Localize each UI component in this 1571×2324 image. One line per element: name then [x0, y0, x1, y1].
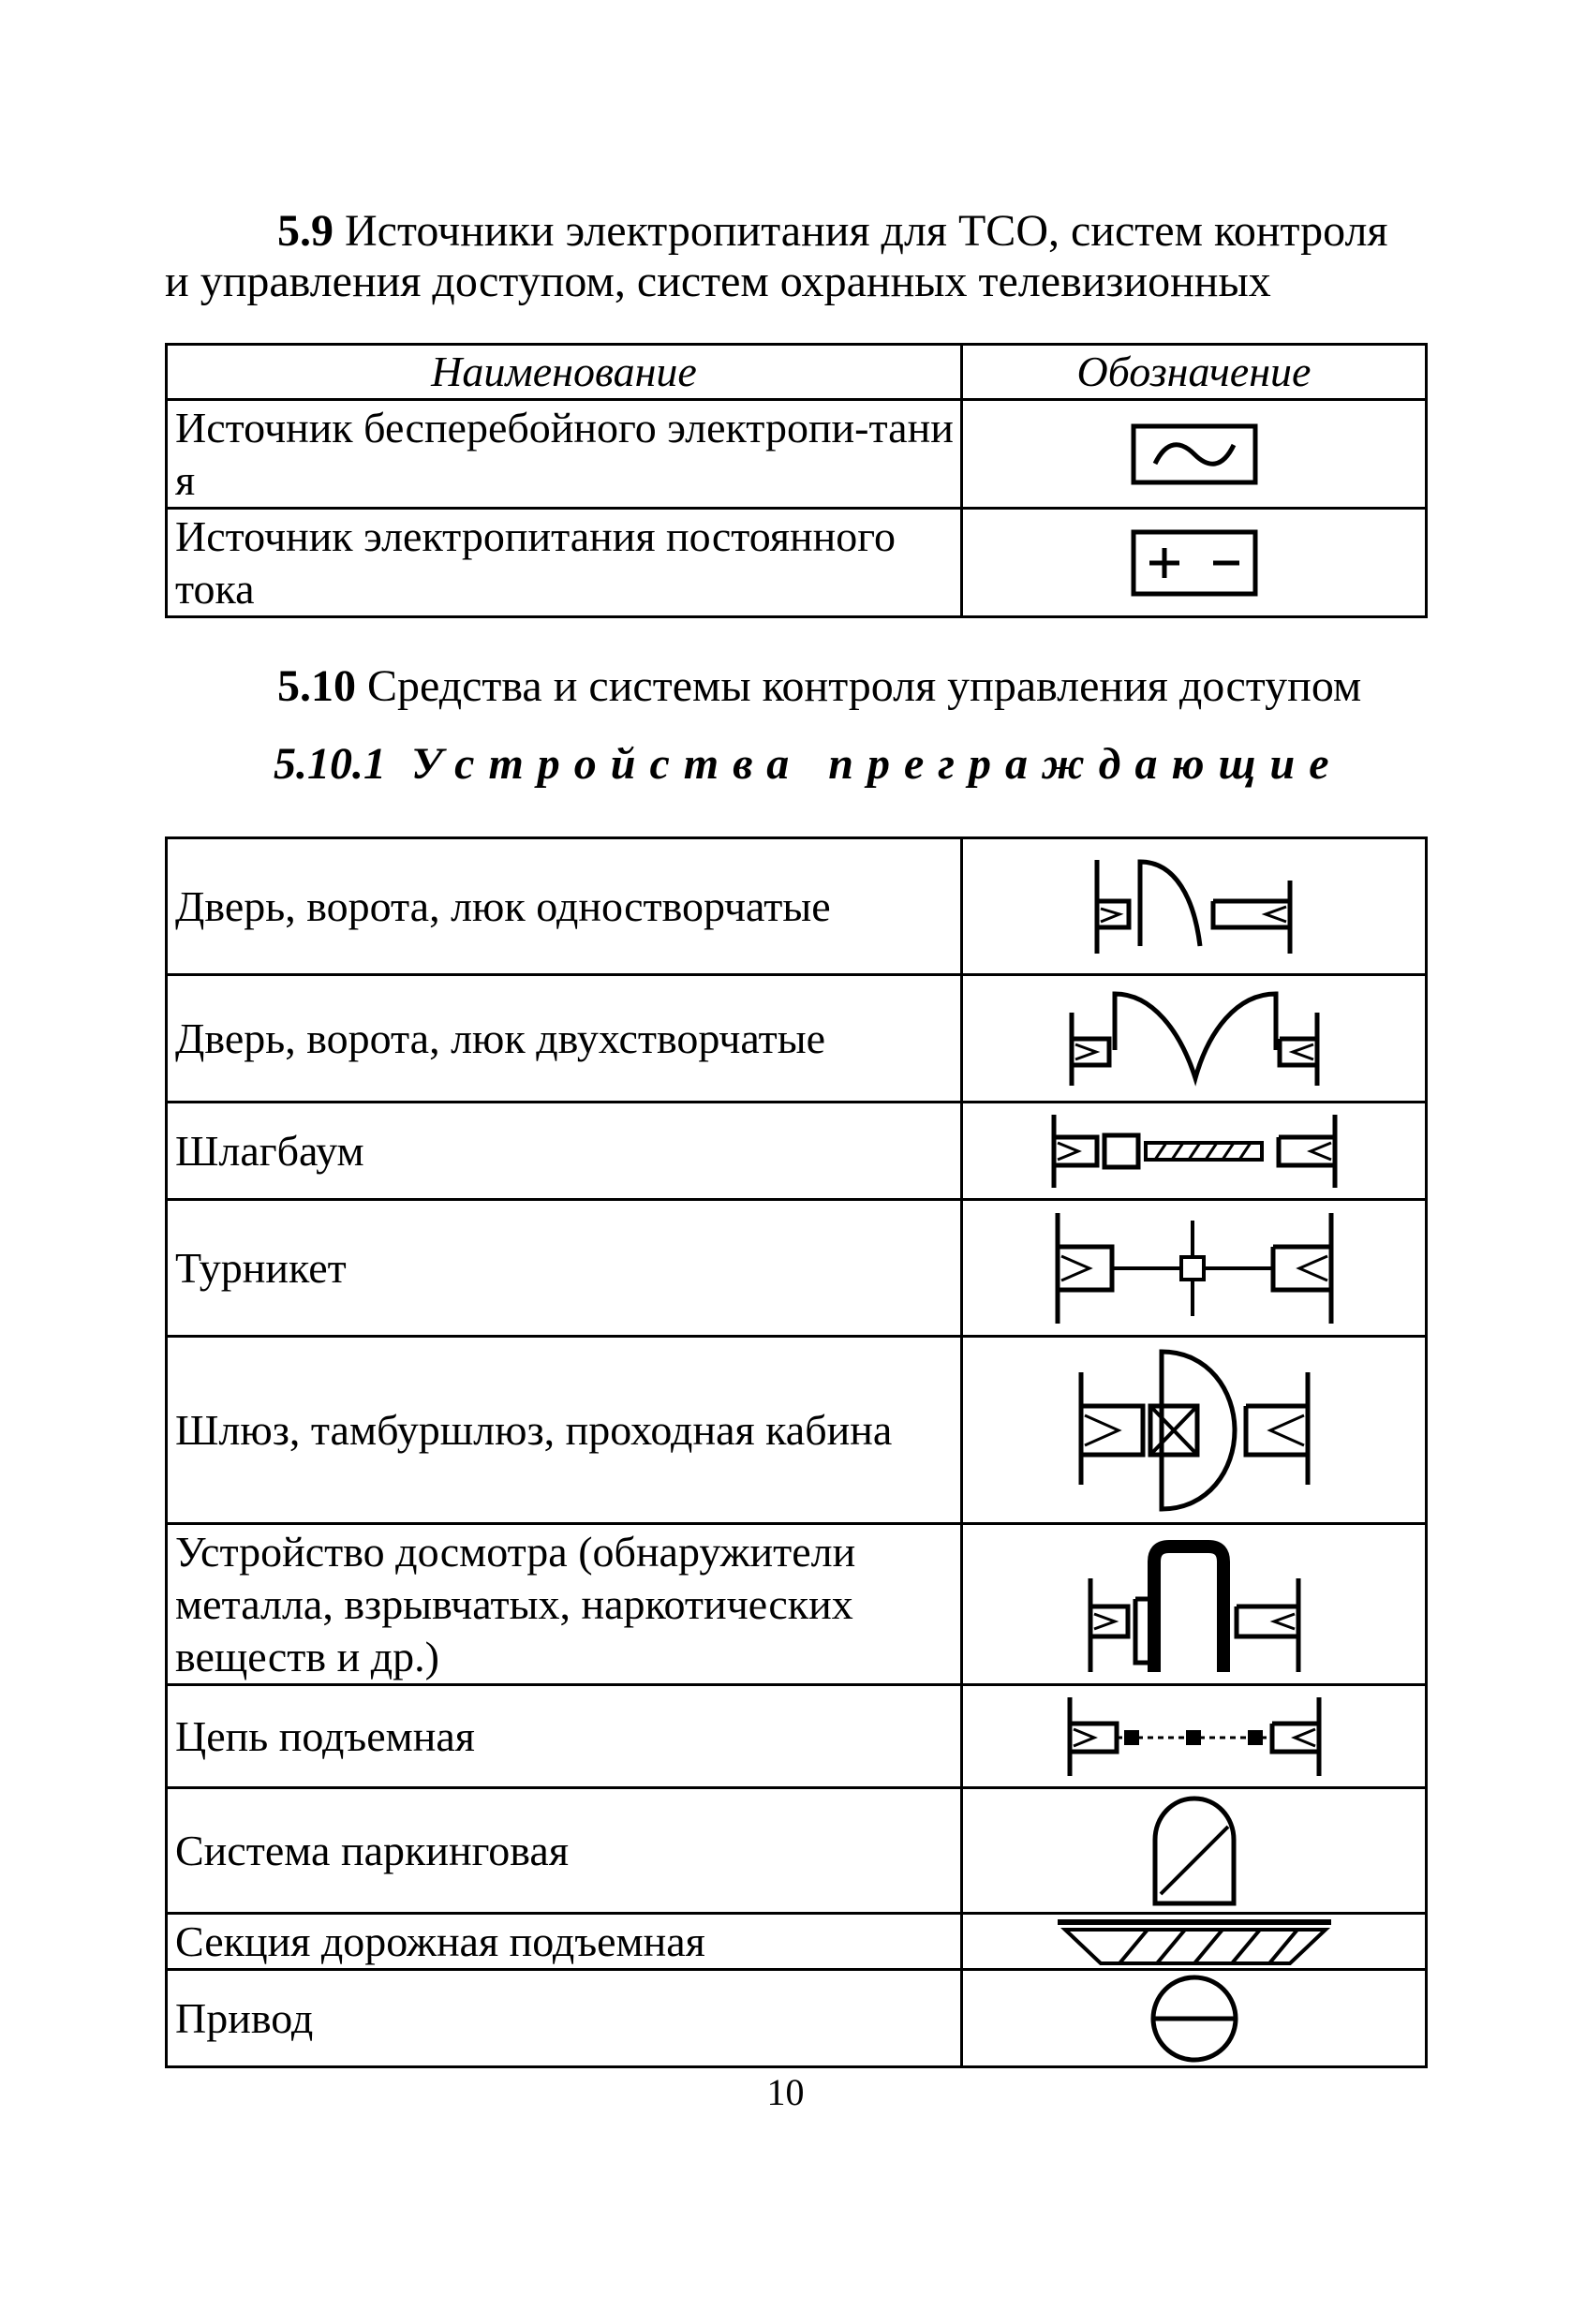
table-row — [167, 509, 1427, 617]
drive-symbol — [962, 1970, 1427, 2067]
table-header-row — [167, 345, 1427, 400]
airlock-symbol — [962, 1337, 1427, 1524]
table-row — [167, 1524, 1427, 1685]
section-5-10-heading — [277, 659, 1361, 714]
row-name: Источник электропитания постоянного тока — [167, 509, 962, 617]
section-5-9-number: 5.9 — [277, 206, 333, 256]
row-name: Источник бесперебойного электропи-тания — [167, 400, 962, 509]
power-sources-table — [165, 343, 1428, 618]
row-name: Цепь подъемная — [167, 1685, 962, 1788]
row-name: Устройство досмотра (обнаружители металла, взрывчатых, наркотических веществ и др.) — [167, 1524, 962, 1685]
dc-source-symbol — [962, 509, 1427, 617]
section-5-9-heading — [277, 204, 1387, 259]
table-row — [167, 1685, 1427, 1788]
table-row — [167, 400, 1427, 509]
row-name: Привод — [167, 1970, 962, 2067]
row-name: Секция дорожная подъемная — [167, 1914, 962, 1970]
section-5-9-line2: и управления доступом, систем охранных телевизионных — [165, 257, 1271, 306]
road-blocker-symbol — [962, 1914, 1427, 1970]
section-5-10-title: Средства и системы контроля управления доступом — [367, 661, 1362, 711]
parking-system-symbol — [962, 1788, 1427, 1914]
barrier-gate-symbol — [962, 1103, 1427, 1200]
header-symbol: Обозначение — [962, 345, 1427, 400]
table-row — [167, 1788, 1427, 1914]
row-name: Дверь, ворота, люк двухстворчатые — [167, 975, 962, 1103]
section-5-10-1-number: 5.10.1 — [274, 739, 386, 789]
row-name: Шлагбаум — [167, 1103, 962, 1200]
inspection-device-symbol — [962, 1524, 1427, 1685]
ups-symbol — [962, 400, 1427, 509]
single-leaf-door-symbol — [962, 838, 1427, 975]
table-row — [167, 1914, 1427, 1970]
section-5-10-1-heading — [274, 738, 1343, 790]
table-row — [167, 838, 1427, 975]
row-name: Турникет — [167, 1200, 962, 1337]
lifting-chain-symbol — [962, 1685, 1427, 1788]
row-name: Система паркинговая — [167, 1788, 962, 1914]
section-5-10-number: 5.10 — [277, 661, 356, 711]
section-5-9-line1: Источники электропитания для ТСО, систем контроля — [345, 206, 1388, 256]
row-name: Дверь, ворота, люк одностворчатые — [167, 838, 962, 975]
table-row — [167, 975, 1427, 1103]
table-row — [167, 1103, 1427, 1200]
row-name: Шлюз, тамбуршлюз, проходная кабина — [167, 1337, 962, 1524]
page-number: 10 — [766, 2071, 805, 2113]
section-5-10-1-title: Устройства преграждающие — [411, 739, 1343, 789]
turnstile-symbol — [962, 1200, 1427, 1337]
header-name: Наименование — [167, 345, 962, 400]
table-row — [167, 1970, 1427, 2067]
table-row — [167, 1337, 1427, 1524]
double-leaf-door-symbol — [962, 975, 1427, 1103]
table-row — [167, 1200, 1427, 1337]
barrier-devices-table — [165, 836, 1428, 2068]
